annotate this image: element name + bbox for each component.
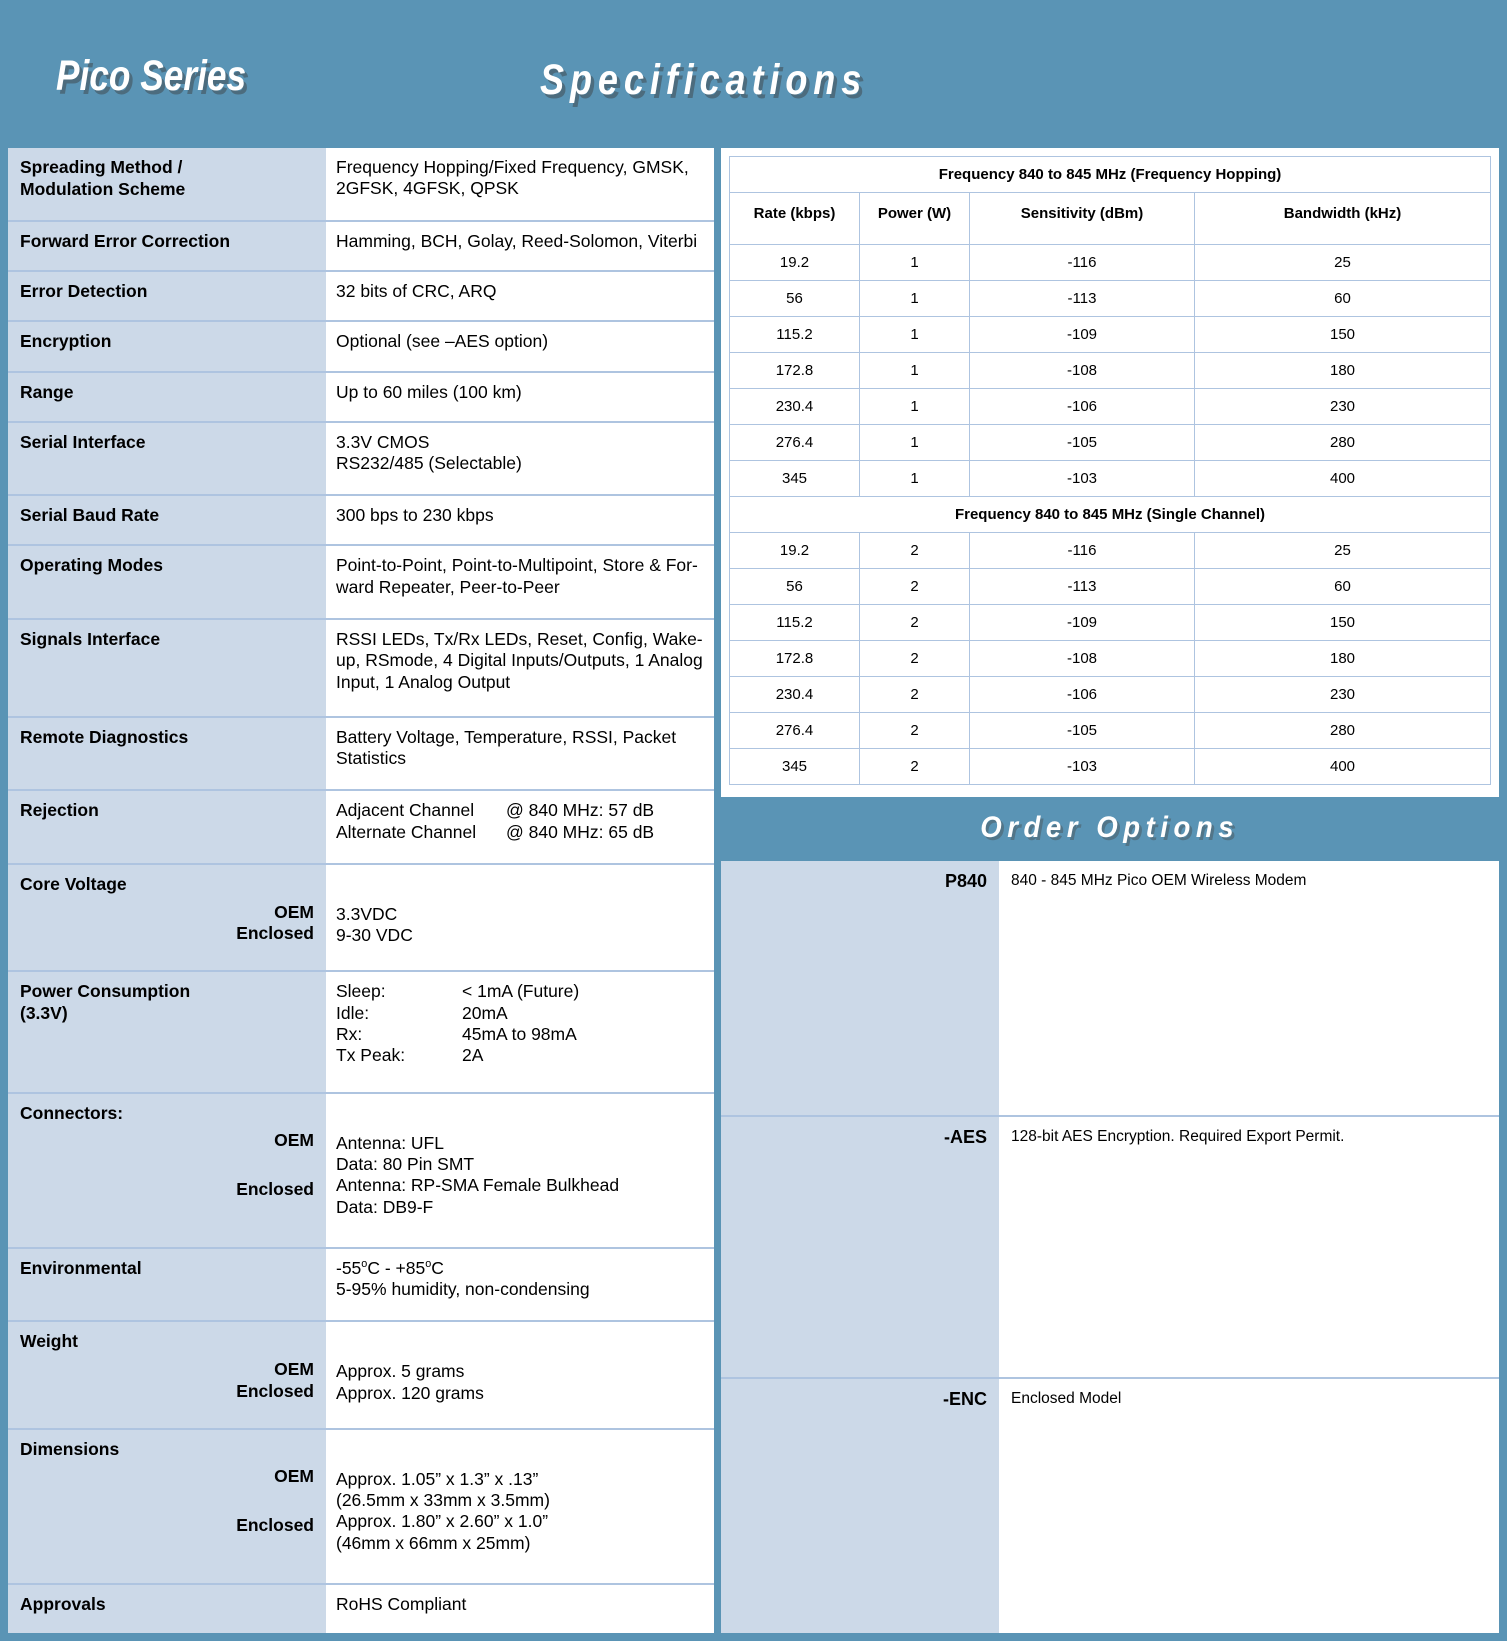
page-title: Specifications [540,56,868,104]
spec-label: Dimensions OEM Enclosed [8,1429,326,1584]
variant-labels [20,1130,314,1200]
spec-label: Error Detection [8,271,326,321]
rejection-value: @ 840 MHz: 65 dB [506,821,655,842]
spec-value: Up to 60 miles (100 km) [326,372,714,422]
order-option-code: P840 [721,861,999,1116]
table-row [730,641,1491,677]
specifications-panel [8,148,721,1633]
temperature-range: $-55^oC - +85^oC$ [336,1257,444,1278]
cell-bandwidth: 230 [1195,677,1491,713]
cell-power: 2 [860,641,970,677]
cell-sensitivity: -108 [970,353,1195,389]
spec-row-serial-interface [8,422,714,496]
variant-label-oem: OEM [274,1359,314,1380]
cell-power: 2 [860,749,970,785]
table-row [730,425,1491,461]
cell-power: 2 [860,569,970,605]
order-options-header [721,797,1499,861]
table-row [730,569,1491,605]
cell-sensitivity: -109 [970,317,1195,353]
power-mode: Tx Peak: [336,1045,406,1066]
spec-row-core-voltage [8,864,714,971]
frequency-table-header [730,193,1491,245]
spec-value: Frequency Hopping/Fixed Frequency, GMSK, 2GFSK, 4GFSK, QPSK [326,148,714,221]
column-header-bandwidth: Bandwidth (kHz) [1195,193,1491,245]
table-row [730,533,1491,569]
spec-row-dimensions [8,1429,714,1584]
cell-power: 1 [860,317,970,353]
variant-label-oem: OEM [274,901,314,922]
cell-power: 1 [860,389,970,425]
variant-label-oem: OEM [274,1130,314,1151]
content-frame [0,148,1507,1641]
rejection-line [336,800,706,821]
cell-sensitivity: -105 [970,425,1195,461]
cell-bandwidth: 280 [1195,713,1491,749]
cell-sensitivity: -116 [970,245,1195,281]
power-mode: Rx: [336,1023,363,1044]
cell-bandwidth: 150 [1195,605,1491,641]
cell-power: 2 [860,605,970,641]
single-band-row [730,497,1491,533]
cell-power: 1 [860,245,970,281]
spec-value: 3.3VDC 9-30 VDC [326,864,714,971]
order-option-row [721,1116,1499,1377]
spec-label: Weight OEM Enclosed [8,1321,326,1428]
cell-rate: 230.4 [730,677,860,713]
cell-rate: 172.8 [730,641,860,677]
cell-bandwidth: 60 [1195,281,1491,317]
cell-bandwidth: 25 [1195,533,1491,569]
cell-power: 1 [860,461,970,497]
cell-bandwidth: 150 [1195,317,1491,353]
cell-bandwidth: 180 [1195,641,1491,677]
spec-value: Optional (see –AES option) [326,321,714,371]
hopping-table-title: Frequency 840 to 845 MHz (Frequency Hopping) [730,157,1491,193]
spec-value: Approx. 5 grams Approx. 120 grams [326,1321,714,1428]
cell-sensitivity: -106 [970,677,1195,713]
spec-label: Rejection [8,790,326,864]
cell-rate: 19.2 [730,533,860,569]
cell-rate: 276.4 [730,425,860,461]
power-mode: Idle: [336,1002,370,1023]
spec-row-forward-error-correction [8,221,714,271]
variant-label-oem: OEM [274,1466,314,1487]
spec-row-range [8,372,714,422]
spec-value: Approx. 1.05” x 1.3” x .13” (26.5mm x 33mm x 3.5mm) Approx. 1.80” x 2.60” x 1.0” (46mm x 66mm x 25mm) [326,1429,714,1584]
spec-row-approvals [8,1584,714,1633]
rejection-value: @ 840 MHz: 57 dB [506,800,655,821]
spec-row-encryption [8,321,714,371]
degree-icon: o [361,1258,368,1270]
spec-label: Core Voltage OEM Enclosed [8,864,326,971]
cell-rate: 115.2 [730,605,860,641]
rejection-line [336,822,706,843]
single-channel-table-title: Frequency 840 to 845 MHz (Single Channel) [730,497,1491,533]
column-header-rate: Rate (kbps) [730,193,860,245]
page-banner [0,0,1507,148]
cell-power: 1 [860,281,970,317]
order-option-description: 128-bit AES Encryption. Required Export Permit. [999,1116,1499,1377]
cell-power: 2 [860,677,970,713]
table-row [730,461,1491,497]
spec-label: Environmental [8,1248,326,1322]
spec-row-power-consumption [8,971,714,1093]
power-value: 2A [462,1045,484,1066]
specifications-table [8,148,714,1633]
order-option-description: 840 - 845 MHz Pico OEM Wireless Modem [999,861,1499,1116]
cell-bandwidth: 25 [1195,245,1491,281]
spec-value: Hamming, BCH, Golay, Reed-Solomon, Viterbi [326,221,714,271]
cell-rate: 19.2 [730,245,860,281]
table-row [730,713,1491,749]
cell-sensitivity: -113 [970,569,1195,605]
rejection-name: Alternate Channel [336,821,477,842]
spec-value: Point-to-Point, Point-to-Multipoint, Store & For- ward Repeater, Peer-to-Peer [326,545,714,619]
spec-label: Remote Diagnostics [8,717,326,791]
cell-sensitivity: -113 [970,281,1195,317]
power-value: 20mA [462,1002,508,1023]
cell-rate: 115.2 [730,317,860,353]
table-row [730,677,1491,713]
cell-rate: 56 [730,281,860,317]
spec-value [326,971,714,1093]
spec-label: Serial Interface [8,422,326,496]
hopping-band-row [730,157,1491,193]
spec-row-serial-baud-rate [8,495,714,545]
table-row [730,353,1491,389]
cell-power: 1 [860,425,970,461]
spec-label: Power Consumption (3.3V) [8,971,326,1093]
cell-bandwidth: 230 [1195,389,1491,425]
spec-value: RoHS Compliant [326,1584,714,1633]
spec-label: Range [8,372,326,422]
degree-icon: o [425,1258,432,1270]
cell-sensitivity: -108 [970,641,1195,677]
variant-labels [20,902,314,945]
cell-power: 2 [860,533,970,569]
table-row [730,389,1491,425]
cell-rate: 230.4 [730,389,860,425]
spec-label: Connectors: OEM Enclosed [8,1093,326,1248]
order-option-row [721,1378,1499,1633]
spec-label: Encryption [8,321,326,371]
order-options-table [721,861,1499,1633]
cell-rate: 345 [730,461,860,497]
power-mode: Sleep: [336,981,386,1002]
order-option-code: -ENC [721,1378,999,1633]
cell-rate: 345 [730,749,860,785]
cell-bandwidth: 180 [1195,353,1491,389]
spec-label: Signals Interface [8,619,326,717]
variant-label-enclosed: Enclosed [236,1515,314,1536]
column-header-power: Power (W) [860,193,970,245]
variant-label-enclosed: Enclosed [236,923,314,944]
right-panel [721,148,1499,1633]
cell-rate: 56 [730,569,860,605]
frequency-tables-wrap [721,148,1499,785]
power-value: < 1mA (Future) [462,981,580,1002]
cell-sensitivity: -103 [970,749,1195,785]
spec-label: Forward Error Correction [8,221,326,271]
cell-power: 1 [860,353,970,389]
table-row [730,749,1491,785]
cell-sensitivity: -103 [970,461,1195,497]
cell-rate: 276.4 [730,713,860,749]
table-row [730,245,1491,281]
cell-sensitivity: -105 [970,713,1195,749]
cell-sensitivity: -116 [970,533,1195,569]
spec-value: 3.3V CMOS RS232/485 (Selectable) [326,422,714,496]
spec-row-error-detection [8,271,714,321]
cell-power: 2 [860,713,970,749]
column-header-sensitivity: Sensitivity (dBm) [970,193,1195,245]
spec-row-connectors [8,1093,714,1248]
variant-labels [20,1466,314,1536]
order-option-code: -AES [721,1116,999,1377]
order-option-row [721,861,1499,1116]
spec-value: 300 bps to 230 kbps [326,495,714,545]
variant-label-enclosed: Enclosed [236,1380,314,1401]
spec-value: Battery Voltage, Temperature, RSSI, Packet Statistics [326,717,714,791]
power-value: 45mA to 98mA [462,1023,577,1044]
spec-row-spreading-method [8,148,714,221]
cell-bandwidth: 60 [1195,569,1491,605]
spec-value: Antenna: UFL Data: 80 Pin SMT Antenna: RP-SMA Female Bulkhead Data: DB9-F [326,1093,714,1248]
frequency-tables [729,156,1491,785]
spec-label: Operating Modes [8,545,326,619]
cell-bandwidth: 400 [1195,461,1491,497]
cell-sensitivity: -106 [970,389,1195,425]
spec-label: Spreading Method / Modulation Scheme [8,148,326,221]
spec-label: Approvals [8,1584,326,1633]
variant-label-enclosed: Enclosed [236,1179,314,1200]
spec-value: 32 bits of CRC, ARQ [326,271,714,321]
spec-value: RSSI LEDs, Tx/Rx LEDs, Reset, Config, Wake- up, RSmode, 4 Digital Inputs/Outputs, 1 Analog Input, 1 Analog Output [326,619,714,717]
table-row [730,317,1491,353]
variant-labels [20,1359,314,1402]
cell-bandwidth: 280 [1195,425,1491,461]
power-line [336,1045,706,1066]
power-line [336,981,706,1002]
spec-row-rejection [8,790,714,864]
table-row [730,281,1491,317]
rejection-name: Adjacent Channel [336,800,475,821]
order-options-title: Order Options [980,811,1240,844]
spec-label: Serial Baud Rate [8,495,326,545]
spec-value [326,790,714,864]
spec-row-operating-modes [8,545,714,619]
spec-row-signals-interface [8,619,714,717]
spec-row-remote-diagnostics [8,717,714,791]
order-option-description: Enclosed Model [999,1378,1499,1633]
product-series-title: Pico Series [56,52,247,100]
power-line [336,1003,706,1024]
spec-row-weight [8,1321,714,1428]
spec-value: $-55^oC - +85^oC$ 5-95% humidity, non-condensing [326,1248,714,1322]
cell-bandwidth: 400 [1195,749,1491,785]
cell-rate: 172.8 [730,353,860,389]
spec-row-environmental [8,1248,714,1322]
power-line [336,1024,706,1045]
table-row [730,605,1491,641]
cell-sensitivity: -109 [970,605,1195,641]
